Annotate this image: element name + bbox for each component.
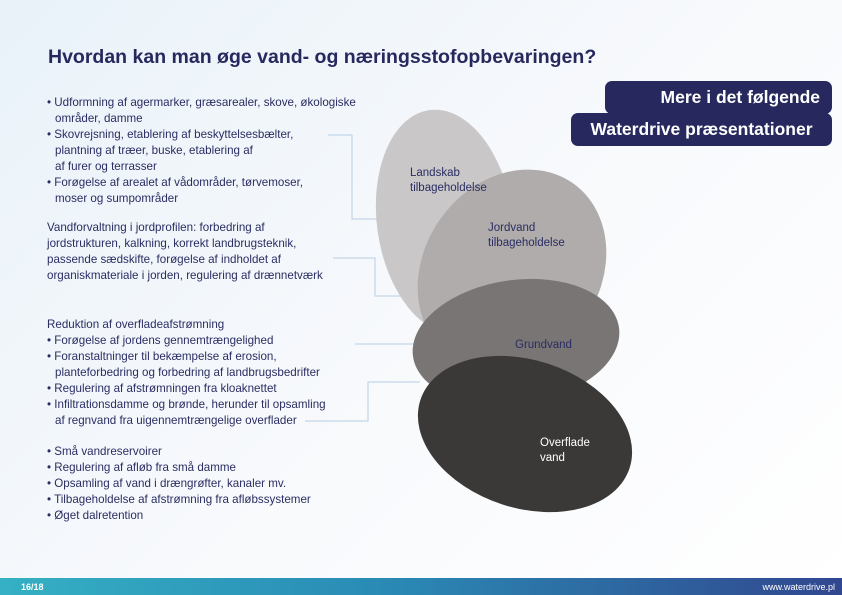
waterdrive-presentations-button[interactable]: Waterdrive præsentationer [571, 113, 832, 146]
label-grundvand: Grundvand [515, 339, 572, 351]
label-landskab: Landskab tilbageholdelse [410, 167, 487, 194]
label-overflade: Overflade vand [540, 437, 590, 464]
label-jordvand: Jordvand tilbageholdelse [488, 222, 565, 249]
block-surface-water: • Små vandreservoirer • Regulering af afløb fra små damme • Opsamling af vand i drængrøfter, kanaler mv. • Tilbageholdelse af afstrømning fra afløbssystemer • Øget dalretention [47, 444, 311, 524]
block-soil-water: Vandforvaltning i jordprofilen: forbedring af jordstrukturen, kalkning, korrekt landbrugsteknik, passende sædskifte, forøgelse af indholdet af organiskmateriale i jorden, regulering af drænnetværk [47, 221, 323, 282]
footer [0, 578, 842, 595]
page-title: Hvordan kan man øge vand- og næringsstofopbevaringen? [48, 46, 597, 68]
website-link[interactable]: www.waterdrive.pl [762, 582, 835, 592]
block-runoff: Reduktion af overfladeafstrømning • Forøgelse af jordens gennemtrængelighed • Foranstaltninger til bekæmpelse af erosion, planteforbedring og forbedring af landbrugsbedrifter • Regulering af afstrømningen fra kloaknettet • Infiltrationsdamme og brønde, herunder til opsamling af regnvand fra uigennemtrængelige overflader [47, 317, 326, 429]
block-landscape: • Udformning af agermarker, græsarealer, skove, økologiske områder, damme • Skovrejsning, etablering af beskyttelsesbælter, plantning af træer, buske, etablering af af furer og terrasser • Forøgelse af arealet af vådområder, tørvemoser, moser og sumpområder [47, 95, 356, 207]
more-following-button[interactable]: Mere i det følgende [605, 81, 832, 114]
page-number: 16/18 [21, 582, 44, 592]
